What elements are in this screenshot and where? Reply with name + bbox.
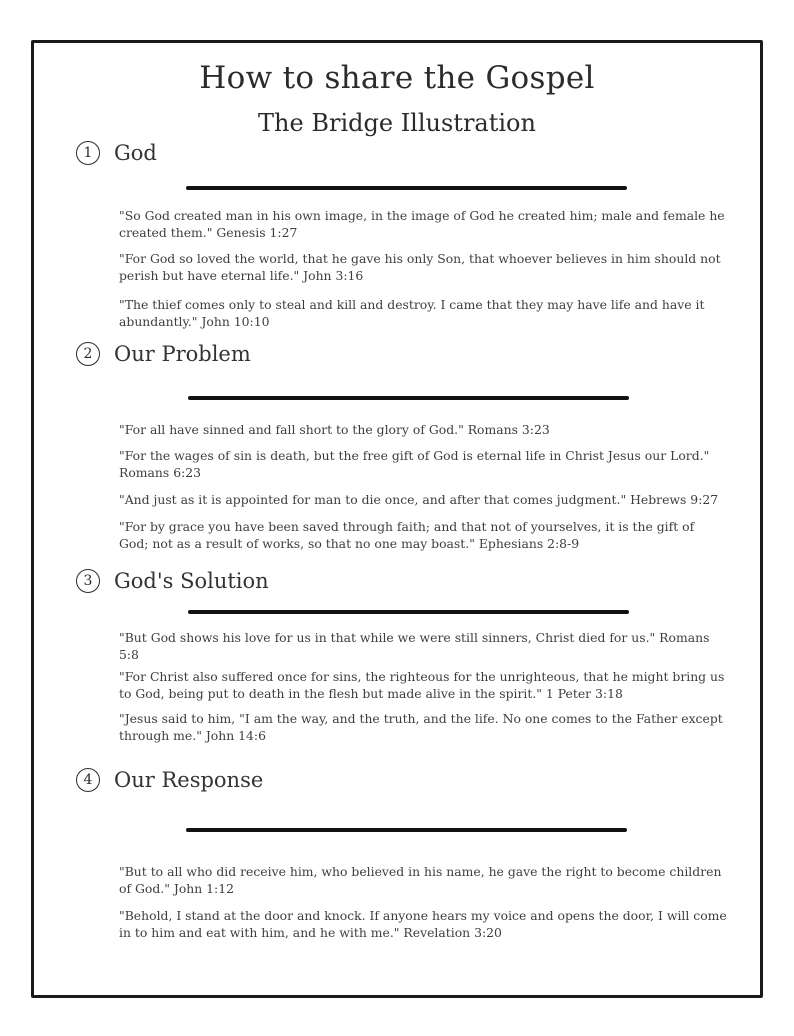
page-subtitle: The Bridge Illustration (258, 109, 536, 137)
section-2-divider (188, 396, 629, 400)
verse: "For the wages of sin is death, but the free gift of God is eternal life in Christ Jesus our Lord." Romans 6:23 (119, 448, 710, 480)
section-4-header (76, 768, 263, 792)
verse: "The thief comes only to steal and kill and destroy. I came that they may have life and have it abundantly." John 10:10 (119, 297, 705, 329)
section-2-title: Our Problem (114, 342, 251, 366)
section-3-number-badge: 3 (76, 569, 100, 593)
verse: "But God shows his love for us in that while we were still sinners, Christ died for us." Romans 5:8 (119, 630, 710, 662)
verse: "For God so loved the world, that he gave his only Son, that whoever believes in him should not perish but have eternal life." John 3:16 (119, 251, 721, 283)
section-2-header (76, 342, 251, 366)
section-4-title: Our Response (114, 768, 264, 792)
section-3-header (76, 569, 269, 593)
section-1-number-badge: 1 (76, 141, 100, 165)
verse: "For Christ also suffered once for sins, the righteous for the unrighteous, that he might bring us to God, being put to death in the flesh but made alive in the spirit." 1 Peter 3:18 (119, 669, 725, 701)
verse: "Jesus said to him, "I am the way, and the truth, and the life. No one comes to the Father except through me." John 14:6 (119, 711, 723, 743)
section-2-number-badge: 2 (76, 342, 100, 366)
section-1-title: God (114, 141, 157, 165)
verse: "For by grace you have been saved through faith; and that not of yourselves, it is the gift of God; not as a result of works, so that no one may boast." Ephesians 2:8-9 (119, 519, 695, 551)
verse: "Behold, I stand at the door and knock. If anyone hears my voice and opens the door, I will come in to him and eat with him, and he with me." Revelation 3:20 (119, 908, 727, 940)
section-3-divider (188, 610, 629, 614)
section-3-title: God's Solution (114, 569, 269, 593)
section-4-number-badge: 4 (76, 768, 100, 792)
verse: "For all have sinned and fall short to the glory of God." Romans 3:23 (119, 422, 550, 437)
section-1-header (76, 141, 157, 165)
section-1-divider (186, 186, 627, 190)
page-title: How to share the Gospel (199, 60, 595, 96)
verse: "So God created man in his own image, in the image of God he created him; male and female he created them." Genesis 1:27 (119, 208, 725, 240)
section-4-divider (186, 828, 627, 832)
verse: "But to all who did receive him, who believed in his name, he gave the right to become children of God." John 1:12 (119, 864, 722, 896)
verse: "And just as it is appointed for man to die once, and after that comes judgment." Hebrews 9:27 (119, 492, 719, 507)
